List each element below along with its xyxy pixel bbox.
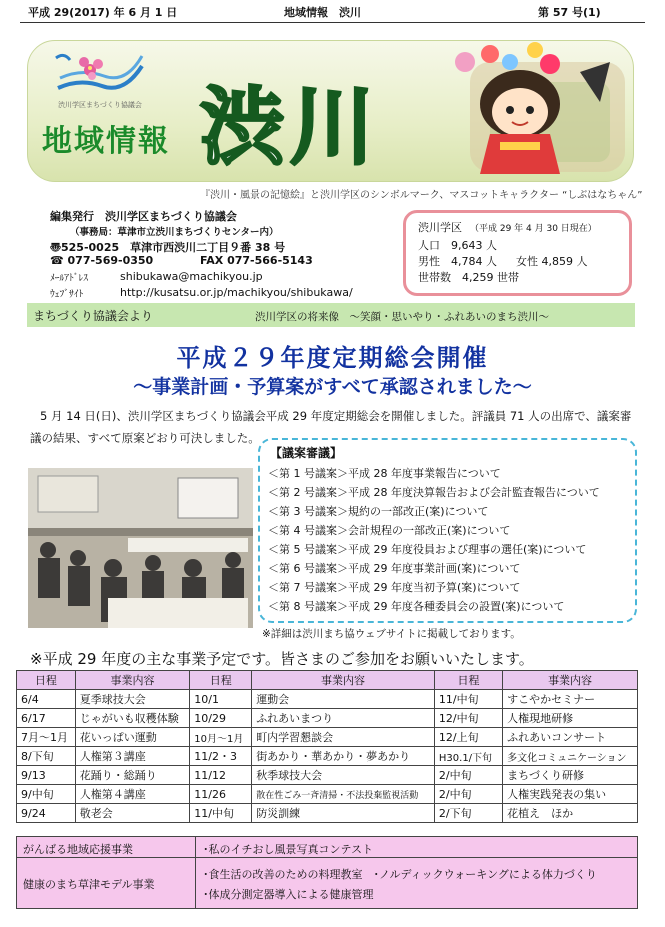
website-note: ※詳細は渋川まち協ウェブサイトに掲載しております。 xyxy=(262,628,521,640)
table-cell: 11/12 xyxy=(190,766,252,785)
table-cell: 敬老会 xyxy=(75,804,189,823)
table-cell: 人権第４講座 xyxy=(75,785,189,804)
col-header: 事業内容 xyxy=(252,671,435,690)
table-cell: 7月～1月 xyxy=(17,728,76,747)
schedule-table xyxy=(16,670,638,823)
table-cell: 街あかり・華あかり・夢あかり xyxy=(252,747,435,766)
health-project-label: 健康のまち草津モデル事業 xyxy=(23,878,155,891)
table-row xyxy=(17,690,638,709)
special-project-row xyxy=(16,836,638,858)
table-cell: 6/4 xyxy=(17,690,76,709)
table-cell: 9/中旬 xyxy=(17,785,76,804)
health-project-value: ･食生活の改善のための料理教室 ･ノルディックウォーキングによる体力づくり xyxy=(203,868,597,881)
table-cell: 6/17 xyxy=(17,709,76,728)
table-cell: 11/中旬 xyxy=(434,690,502,709)
table-cell: 人権実践発表の集い xyxy=(503,785,638,804)
table-cell: 人権第３講座 xyxy=(75,747,189,766)
col-header: 事業内容 xyxy=(75,671,189,690)
table-cell: ふれあいコンサート xyxy=(503,728,638,747)
table-cell: H30.1/下旬 xyxy=(434,747,502,766)
publisher-name: 編集発行 渋川学区まちづくり協議会 xyxy=(50,210,237,223)
stats-households: 世帯数 4,259 世帯 xyxy=(418,271,519,284)
stats-asof: （平成 29 年 4 月 30 日現在） xyxy=(470,224,597,234)
issue-date: 平成 29(2017) 年 6 月 1 日 xyxy=(28,6,178,19)
web-label: ｳｪﾌﾞｻｲﾄ xyxy=(50,289,84,300)
table-cell: 12/上旬 xyxy=(434,728,502,747)
table-cell: 2/中旬 xyxy=(434,785,502,804)
table-row xyxy=(17,728,638,747)
logo-caption: 渋川学区まちづくり協議会 xyxy=(58,101,142,109)
agenda-title: 【議案審議】 xyxy=(270,446,343,460)
intro-line-2: 議の結果、すべて原案どおり可決しました。 xyxy=(30,431,260,445)
table-cell: 2/下旬 xyxy=(434,804,502,823)
table-cell: 9/24 xyxy=(17,804,76,823)
table-row xyxy=(17,804,638,823)
header-rule xyxy=(20,22,645,23)
table-header-row xyxy=(17,671,638,690)
table-row xyxy=(17,766,638,785)
mascot-shibuhana-illustration xyxy=(430,42,630,180)
issue-number: 第 57 号(1) xyxy=(538,6,601,19)
agenda-box xyxy=(258,438,637,623)
table-cell: 花植え ほか xyxy=(503,804,638,823)
table-cell: 夏季球技大会 xyxy=(75,690,189,709)
agenda-item: ＜第 5 号議案＞平成 29 年度役員および理事の選任(案)について xyxy=(268,543,587,556)
agenda-item: ＜第 7 号議案＞平成 29 年度当初予算(案)について xyxy=(268,581,521,594)
publisher-tel: ☎ 077-569-0350 xyxy=(50,254,154,267)
table-cell: 人権現地研修 xyxy=(503,709,638,728)
table-cell: 運動会 xyxy=(252,690,435,709)
table-cell: 11/26 xyxy=(190,785,252,804)
table-cell: 2/中旬 xyxy=(434,766,502,785)
col-header: 日程 xyxy=(434,671,502,690)
stats-population: 人口 9,643 人 xyxy=(418,239,497,252)
newsletter-title: 渋川 xyxy=(200,78,381,176)
table-row xyxy=(17,709,638,728)
table-cell: 10/29 xyxy=(190,709,252,728)
col-header: 事業内容 xyxy=(503,671,638,690)
article-headline: 平成２９年度定期総会開催 xyxy=(176,343,489,372)
publisher-address: 〠525-0025 草津市西渋川二丁目９番 38 号 xyxy=(50,241,286,254)
agenda-item: ＜第 1 号議案＞平成 28 年度事業報告について xyxy=(268,467,501,480)
table-row xyxy=(17,785,638,804)
col-header: 日程 xyxy=(17,671,76,690)
table-cell: 秋季球技大会 xyxy=(252,766,435,785)
table-cell: ふれあいまつり xyxy=(252,709,435,728)
publisher-website[interactable]: http://kusatsu.or.jp/machikyou/shibukawa/ xyxy=(120,286,353,299)
publisher-email[interactable]: shibukawa@machikyou.jp xyxy=(120,270,263,283)
special-project-label: がんばる地域応援事業 xyxy=(23,843,133,856)
table-cell: 花踊り・総踊り xyxy=(75,766,189,785)
table-cell: 8/下旬 xyxy=(17,747,76,766)
table-cell: 11/2・3 xyxy=(190,747,252,766)
agenda-item: ＜第 8 号議案＞平成 29 年度各種委員会の設置(案)について xyxy=(268,600,565,613)
table-cell: 町内学習懇談会 xyxy=(252,728,435,747)
table-cell: 散在性ごみ一斉清掃・不法投棄監視活動 xyxy=(252,785,435,804)
table-cell: 多文化コミュニケーション xyxy=(503,747,638,766)
council-bar-title: まちづくり協議会より xyxy=(33,309,153,323)
stats-male: 男性 4,784 人 xyxy=(418,255,497,268)
row-divider xyxy=(195,858,196,908)
region-label: 地域情報 xyxy=(42,124,170,159)
section-name: 地域情報 渋川 xyxy=(284,6,361,19)
publisher-fax: FAX 077-566-5143 xyxy=(200,254,313,267)
schedule-title: ※平成 29 年度の主な事業予定です。皆さまのご参加をお願いいたします。 xyxy=(30,650,534,668)
symbol-mark-logo xyxy=(50,48,145,102)
special-project-value: ･私のイチおし風景写真コンテスト xyxy=(203,843,374,856)
table-cell: じゃがいも収穫体験 xyxy=(75,709,189,728)
mail-label: ﾒｰﾙｱﾄﾞﾚｽ xyxy=(50,273,89,284)
agenda-item: ＜第 3 号議案＞規約の一部改正(案)について xyxy=(268,505,489,518)
table-cell: 9/13 xyxy=(17,766,76,785)
intro-line-1: 5 月 14 日(日)、渋川学区まちづくり協議会平成 29 年度定期総会を開催しました。評議員 71 人の出席で、議案審 xyxy=(40,409,632,423)
table-cell: 防災訓練 xyxy=(252,804,435,823)
future-vision: 渋川学区の将来像 ～笑顔・思いやり・ふれあいのまち渋川～ xyxy=(255,311,549,323)
banner-caption: 『渋川・風景の記憶絵』と渋川学区のシンボルマーク、マスコットキャラクター “しぶはなちゃん” xyxy=(200,190,643,201)
stats-title: 渋川学区 xyxy=(418,221,462,234)
agenda-item: ＜第 2 号議案＞平成 28 年度決算報告および会計監査報告について xyxy=(268,486,600,499)
health-project-value: ･体成分測定器導入による健康管理 xyxy=(203,888,374,901)
col-header: 日程 xyxy=(190,671,252,690)
article-subheadline: ～事業計画・予算案がすべて承認されました～ xyxy=(133,376,532,398)
publisher-office: （事務局：草津市立渋川まちづくりセンター内） xyxy=(70,227,279,238)
general-meeting-photo xyxy=(28,468,253,628)
table-cell: 花いっぱい運動 xyxy=(75,728,189,747)
table-cell: まちづくり研修 xyxy=(503,766,638,785)
table-cell: 11/中旬 xyxy=(190,804,252,823)
population-stats-box xyxy=(403,210,632,296)
agenda-item: ＜第 4 号議案＞会計規程の一部改正(案)について xyxy=(268,524,511,537)
table-cell: 10/1 xyxy=(190,690,252,709)
agenda-item: ＜第 6 号議案＞平成 29 年度事業計画(案)について xyxy=(268,562,521,575)
health-project-row xyxy=(16,857,638,909)
table-row xyxy=(17,747,638,766)
council-bar xyxy=(27,303,635,327)
table-cell: 12/中旬 xyxy=(434,709,502,728)
table-cell: すこやかセミナー xyxy=(503,690,638,709)
table-cell: 10月～1月 xyxy=(190,728,252,747)
row-divider xyxy=(195,837,196,857)
stats-female: 女性 4,859 人 xyxy=(516,255,588,268)
